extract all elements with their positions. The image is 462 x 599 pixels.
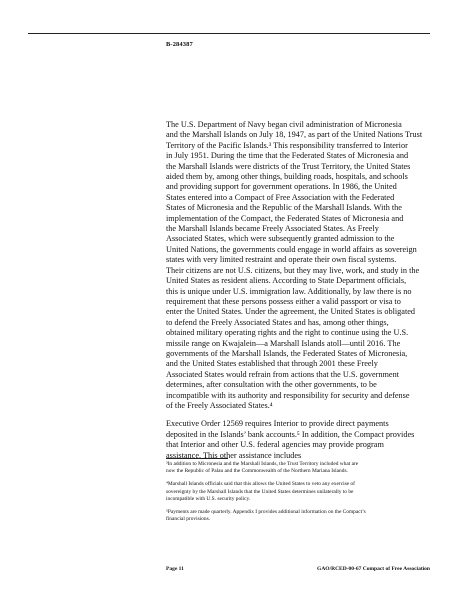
text-line: and providing support for government operations. In 1986, the United (166, 182, 397, 192)
text-line: and the United States established that through 2001 these Freely (166, 359, 378, 369)
text-line: incompatible with U.S. security policy. (166, 495, 251, 502)
text-line: requirement that these persons possess either a valid passport or visa to (166, 296, 401, 306)
text-line: of the Freely Associated States.⁴ (166, 400, 273, 410)
text-line: to defend the Freely Associated States and has, among other things, (166, 317, 389, 327)
text-line: determines, after consultation with the other governments, to be (166, 380, 377, 390)
report-id: GAO/RCED-00-67 Compact of Free Association (317, 566, 430, 572)
text-line: deposited in the Islands’ bank accounts.⁵ In addition, the Compact provides (166, 429, 415, 439)
text-line: the Marshall Islands became Freely Associated States. As Freely (166, 224, 379, 234)
document-id: B-284387 (166, 41, 193, 48)
text-line: now the Republic of Palau and the Commonwealth of the Northern Mariana Islands. (166, 468, 348, 475)
text-line: states with very limited restraint and operate their own fiscal systems. (166, 255, 397, 265)
text-line: enter the United States. Under the agreement, the United States is obligated (166, 307, 416, 317)
text-line: missile range on Kwajalein—a Marshall Islands atoll—until 2016. The (166, 338, 401, 348)
text-line: Associated States, which were subsequently granted admission to the (166, 234, 395, 244)
text-line: United Nations, the governments could engage in world affairs as sovereign (166, 244, 417, 254)
text-line: United States as resident aliens. According to State Department officials, (166, 276, 407, 286)
footnote-rule (166, 458, 228, 459)
text-line: governments of the Marshall Islands, the Federated States of Micronesia, (166, 348, 408, 358)
text-line: in July 1951. During the time that the Federated States of Micronesia and (166, 151, 409, 161)
footnote-3 (166, 461, 436, 475)
text-line: ⁴Marshall Islands officials said that this allows the United States to veto any exercise of (166, 481, 355, 488)
text-line: ⁵Payments are made quarterly. Appendix I provides additional information on the Compact’s (166, 509, 366, 516)
footnote-4 (166, 481, 436, 503)
text-line: obtained military operating rights and the right to continue using the U.S. (166, 328, 409, 338)
text-line: this is unique under U.S. immigration law. Additionally, by law there is no (166, 286, 412, 296)
text-line: that Interior and other U.S. federal agencies may provide program (166, 440, 384, 450)
text-line: aided them by, among other things, building roads, hospitals, and schools (166, 172, 408, 182)
header-rule (28, 33, 430, 34)
text-line: and the Marshall Islands on July 18, 1947, as part of the United Nations Trust (166, 130, 423, 140)
footnotes (166, 461, 436, 529)
text-line: Territory of the Pacific Islands.³ This responsibility transferred to Interior (166, 140, 408, 150)
text-line: ³In addition to Micronesia and the Marshall Islands, the Trust Territory included what are (166, 461, 359, 467)
paragraph-2 (166, 419, 430, 461)
body-text (166, 120, 430, 469)
paragraph-1 (166, 120, 430, 411)
text-line: Executive Order 12569 requires Interior to provide direct payments (166, 419, 389, 429)
text-line: sovereignty by the Marshall Islands that the United States determines unilaterally to be (166, 488, 354, 495)
text-line: the Marshall Islands were districts of the Trust Territory, the United States (166, 161, 411, 171)
text-line: Their citizens are not U.S. citizens, but they may live, work, and study in the (166, 265, 420, 275)
footnote-5 (166, 509, 436, 523)
text-line: Associated States would refrain from actions that the U.S. government (166, 369, 400, 379)
text-line: States entered into a Compact of Free Association with the Federated (166, 192, 395, 202)
text-line: States of Micronesia and the Republic of the Marshall Islands. With the (166, 203, 402, 213)
text-line: assistance. This other assistance includes (166, 450, 302, 460)
text-line: implementation of the Compact, the Federated States of Micronesia and (166, 213, 404, 223)
text-line: financial provisions. (166, 516, 211, 523)
page-number: Page 11 (166, 566, 184, 572)
text-line: The U.S. Department of Navy began civil administration of Micronesia (166, 120, 402, 129)
text-line: incompatible with its authority and responsibility for security and defense (166, 390, 410, 400)
